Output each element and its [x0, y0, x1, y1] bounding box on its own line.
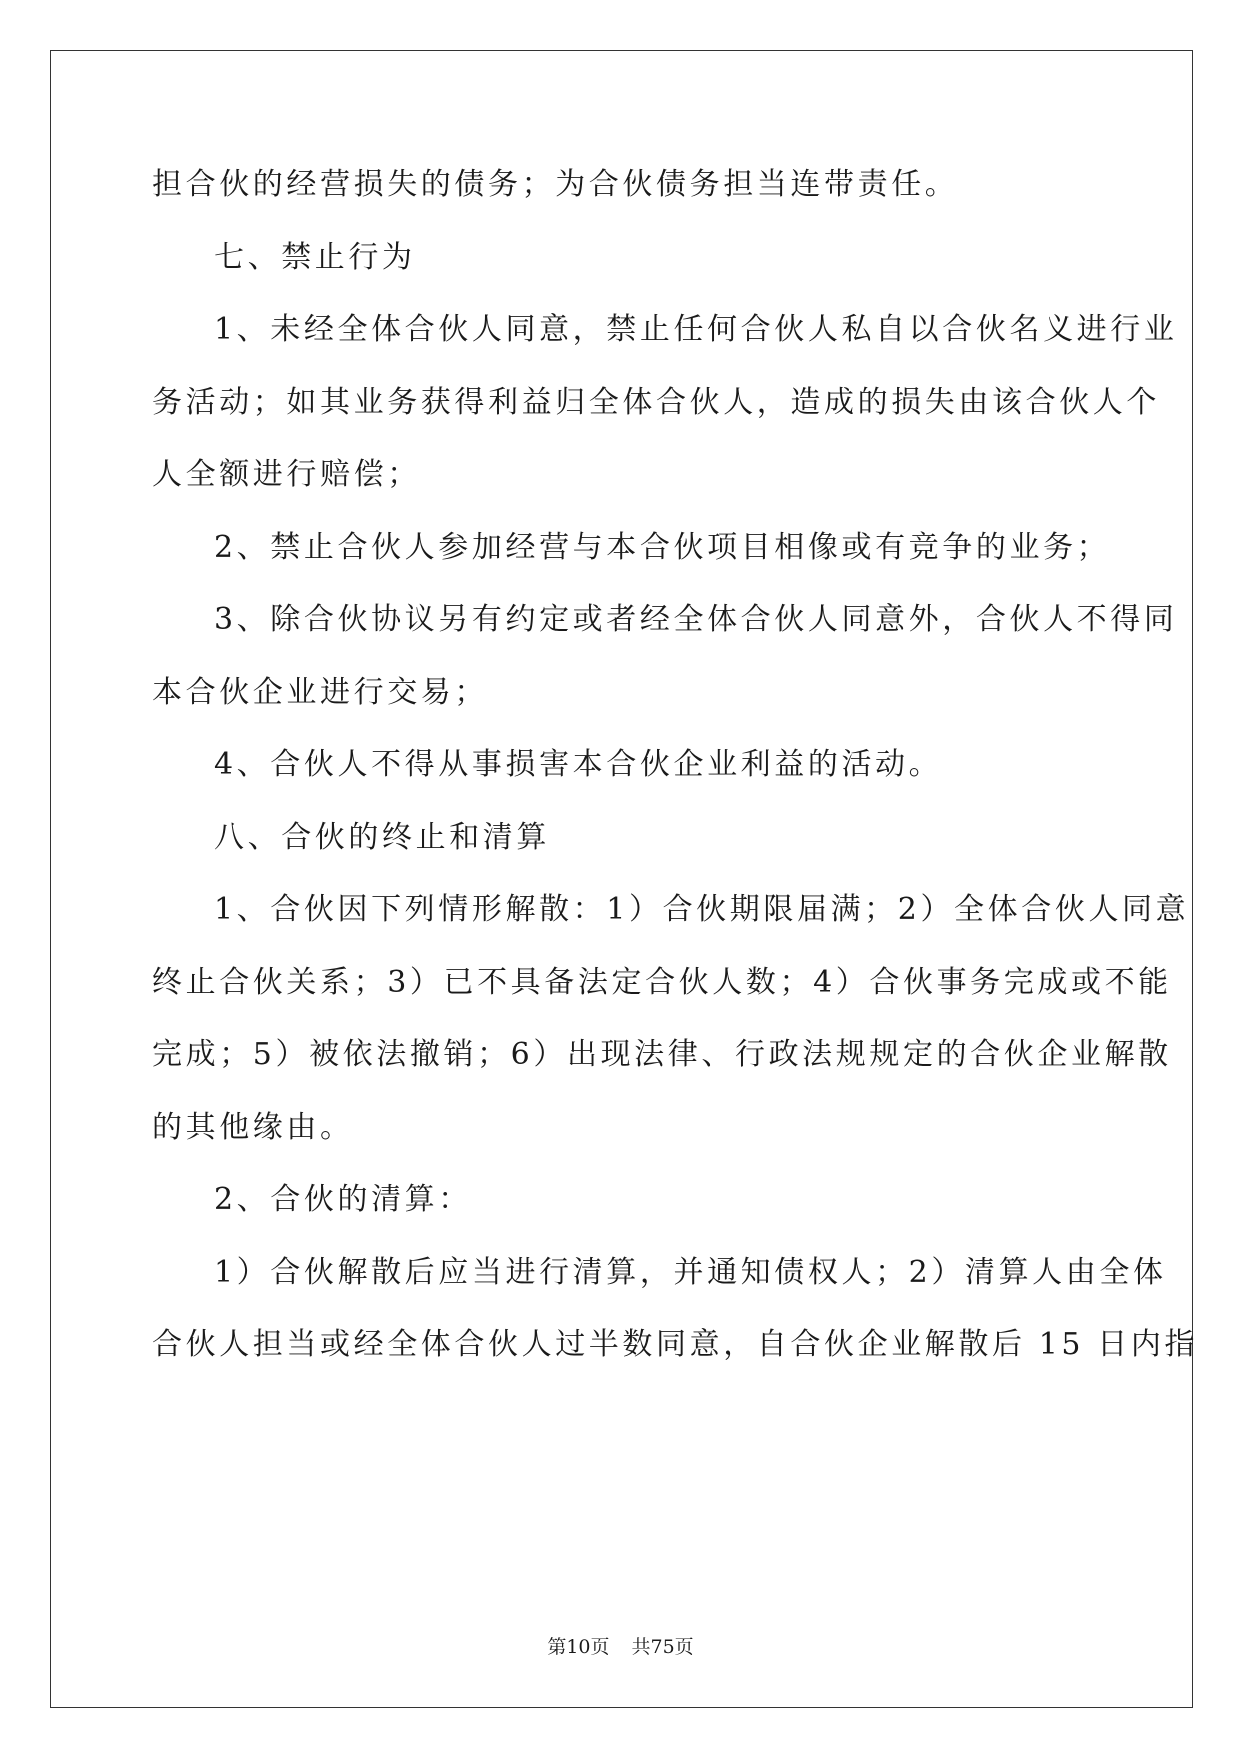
- text-line-12: 终止合伙关系；3）已不具备法定合伙人数；4）合伙事务完成或不能: [152, 965, 1172, 1000]
- text-line-4: 务活动；如其业务获得利益归全体合伙人，造成的损失由该合伙人个: [152, 385, 1160, 420]
- page-footer: [0, 1632, 1241, 1659]
- text-line-9: 4、合伙人不得从事损害本合伙企业利益的活动。: [214, 747, 943, 782]
- section-heading-8: 八、合伙的终止和清算: [214, 820, 550, 855]
- text-line-15: 2、合伙的清算：: [214, 1182, 472, 1217]
- text-line-13: 完成；5）被依法撤销；6）出现法律、行政法规规定的合伙企业解散: [152, 1037, 1172, 1072]
- text-line-3: 1、未经全体合伙人同意，禁止任何合伙人私自以合伙名义进行业: [214, 312, 1178, 347]
- section-heading-7: 七、禁止行为: [214, 240, 416, 275]
- text-line-11: 1、合伙因下列情形解散：1）合伙期限届满；2）全体合伙人同意: [214, 892, 1190, 927]
- page-number: 第10页: [547, 1636, 610, 1658]
- text-line-17: 合伙人担当或经全体合伙人过半数同意，自合伙企业解散后 15 日内指: [152, 1327, 1199, 1362]
- text-line-1: 担合伙的经营损失的债务；为合伙债务担当连带责任。: [152, 167, 959, 202]
- page-frame: [50, 50, 1193, 1708]
- text-line-16: 1）合伙解散后应当进行清算，并通知债权人；2）清算人由全体: [214, 1255, 1167, 1290]
- text-line-6: 2、禁止合伙人参加经营与本合伙项目相像或有竞争的业务；: [214, 530, 1111, 565]
- page-total: 共75页: [631, 1636, 694, 1658]
- text-line-14: 的其他缘由。: [152, 1110, 354, 1145]
- text-line-5: 人全额进行赔偿；: [152, 457, 421, 492]
- text-line-7: 3、除合伙协议另有约定或者经全体合伙人同意外，合伙人不得同: [214, 602, 1178, 637]
- text-line-8: 本合伙企业进行交易；: [152, 675, 488, 710]
